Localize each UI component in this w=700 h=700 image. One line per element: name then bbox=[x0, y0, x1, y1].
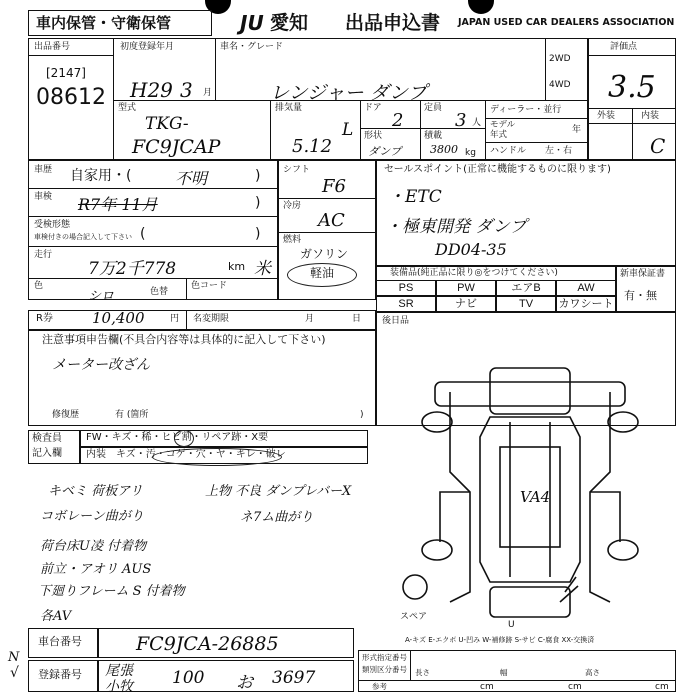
model-year-label: モデル bbox=[490, 120, 516, 130]
car-name-label: 車名・グレード bbox=[220, 42, 284, 52]
inspector-label-1: 検査員 bbox=[32, 433, 62, 444]
model-year-sub: 年式 bbox=[490, 130, 508, 140]
inspector-row2: キズ・汚・コゲ・穴・ヤ・キレ・破レ bbox=[116, 449, 286, 460]
notes-label: 注意事項申告欄(不具合内容等は具体的に記入して下さい) bbox=[42, 333, 326, 346]
equipment-item: AW bbox=[556, 280, 616, 296]
equipment-item: PS bbox=[376, 280, 436, 296]
org-name: 愛知 bbox=[270, 12, 309, 34]
interior-grade: C bbox=[650, 134, 666, 158]
equipment-label: 装備品(純正品に限り◎をつけてください) bbox=[390, 268, 558, 278]
inspection-value: R7年 11月 bbox=[78, 195, 158, 214]
height-label: 高さ bbox=[585, 668, 600, 677]
wheel-fl bbox=[422, 412, 452, 432]
reception-close: ) bbox=[255, 226, 261, 242]
punch-mark-right bbox=[468, 0, 494, 14]
mileage-unit: km bbox=[228, 260, 246, 273]
stain-mark-circle bbox=[174, 430, 194, 447]
lot-number: 08612 bbox=[36, 85, 106, 110]
equipment-grid bbox=[376, 279, 616, 312]
recycle-unit: 円 bbox=[170, 314, 180, 324]
model-line2: FC9JCAP bbox=[132, 136, 221, 158]
class-num-label: 類別区分番号 bbox=[362, 665, 407, 674]
capacity-unit: 人 bbox=[472, 118, 482, 128]
sales-point-3: DD04-35 bbox=[435, 240, 507, 259]
car-history-value: 不明 bbox=[175, 169, 208, 188]
truck-cab-top bbox=[435, 382, 625, 406]
truck-rear bbox=[490, 587, 570, 617]
sales-points-label: セールスポイント(正常に機能するものに限ります) bbox=[384, 164, 611, 175]
equipment-item: ナビ bbox=[436, 296, 496, 312]
grade-rule bbox=[588, 55, 676, 56]
truck-cab bbox=[490, 368, 570, 414]
model-year-rule bbox=[485, 142, 588, 143]
storage-notice: 車内保管・守衛保管 bbox=[36, 14, 172, 32]
width-label: 幅 bbox=[500, 668, 508, 677]
car-history-rule bbox=[28, 188, 278, 189]
fuel-label: 燃料 bbox=[283, 235, 302, 245]
shape-label: 形状 bbox=[364, 131, 383, 141]
spec-divider bbox=[410, 650, 411, 680]
mileage-label: 走行 bbox=[34, 250, 53, 260]
chassis-value: FC9JCA-26885 bbox=[136, 633, 279, 655]
plate-region: 尾張 bbox=[105, 663, 133, 679]
cooler-rule bbox=[278, 232, 376, 233]
load-unit: kg bbox=[465, 148, 476, 158]
warranty-options: 有・無 bbox=[624, 289, 657, 302]
cooler: AC bbox=[318, 210, 345, 231]
equipment-item: PW bbox=[436, 280, 496, 296]
inspector-note-1: キベミ 荷板アリ bbox=[48, 484, 143, 499]
first-reg-era: H29 bbox=[130, 78, 173, 102]
doors-label: ドア bbox=[364, 103, 382, 113]
reception-label: 受検形態 bbox=[34, 220, 71, 230]
first-reg-label: 初度登録年月 bbox=[120, 42, 175, 52]
recycle-label: R券 bbox=[36, 313, 53, 324]
repair-history-value: 有 (箇所 bbox=[115, 410, 149, 420]
equipment-item: TV bbox=[496, 296, 556, 312]
spare-label: スペア bbox=[400, 612, 428, 622]
color-swap-label: 色替 bbox=[150, 287, 169, 297]
handle-options: 左・右 bbox=[545, 146, 573, 156]
inspection-rule bbox=[28, 216, 278, 217]
mileage: 7万2千778 bbox=[88, 259, 177, 279]
name-change-day: 日 bbox=[352, 314, 362, 324]
grade-value-rule bbox=[588, 123, 676, 124]
plate-number: 3697 bbox=[272, 668, 316, 688]
plate-kana: お bbox=[236, 673, 253, 693]
shift-rule bbox=[278, 198, 376, 199]
reception-open: ( bbox=[140, 226, 146, 242]
model-divider bbox=[270, 100, 271, 160]
ref-label: 参考 bbox=[372, 682, 387, 691]
length-label: 長さ bbox=[415, 668, 430, 677]
first-reg-divider bbox=[215, 38, 216, 100]
form-title: 出品申込書 bbox=[345, 12, 441, 34]
type-num-label: 形式指定番号 bbox=[362, 653, 407, 662]
doors-rule bbox=[360, 128, 485, 129]
displacement-mark: L bbox=[342, 120, 354, 140]
cm-2: cm bbox=[568, 682, 582, 692]
inspection-label: 車検 bbox=[34, 192, 53, 202]
cm-3: cm bbox=[655, 682, 669, 692]
displacement-label: 排気量 bbox=[275, 103, 303, 113]
diagram-mark-label: U bbox=[508, 620, 515, 630]
reg-row-rule bbox=[113, 100, 588, 101]
lot-label: 出品番号 bbox=[34, 42, 71, 52]
car-history-label: 車歴 bbox=[34, 165, 53, 175]
capacity-label: 定員 bbox=[424, 103, 443, 113]
inspector-label-2: 記入欄 bbox=[32, 448, 62, 459]
plate-class: 100 bbox=[172, 668, 205, 688]
inspector-note-2: 上物 不良 ダンプレバーX bbox=[205, 484, 352, 499]
grade-sub-divider bbox=[632, 108, 633, 160]
wheel-rl bbox=[422, 540, 452, 560]
diagram-legend: A-キズ E-エクボ U-凹み W-補修跡 S-サビ C-腐食 XX-交換済 bbox=[405, 636, 595, 644]
truck-rear-right bbox=[590, 492, 620, 542]
displacement: 5.12 bbox=[292, 136, 333, 157]
history-frame bbox=[28, 160, 278, 300]
rear-label: 後日品 bbox=[382, 316, 410, 326]
drive-2wd: 2WD bbox=[549, 54, 571, 64]
inspector-note-4: ネ7ム曲がり bbox=[240, 510, 314, 525]
color-code-label: 色コード bbox=[191, 281, 228, 291]
repair-history-label: 修復歴 bbox=[52, 410, 80, 420]
wheel-rr bbox=[608, 540, 638, 560]
inspector-note-3: コボレーン曲がり bbox=[40, 509, 144, 524]
plate-region2: 小牧 bbox=[105, 679, 133, 695]
shift-label: シフト bbox=[283, 165, 311, 175]
grade-score: 3.5 bbox=[608, 70, 656, 105]
dealer-divider bbox=[485, 100, 486, 160]
fuel-diesel-circle bbox=[287, 263, 357, 287]
inspector-note-8: 各AV bbox=[40, 609, 72, 624]
diagram-center-label: VA4 bbox=[520, 488, 551, 506]
mileage-note: 米 bbox=[254, 259, 271, 279]
sales-point-1: ・ETC bbox=[388, 187, 442, 207]
inspector-note-6: 前立・アオリ AUS bbox=[40, 562, 152, 577]
cm-1: cm bbox=[480, 682, 494, 692]
plate-label: 登録番号 bbox=[38, 668, 82, 681]
interior-marks-circle bbox=[152, 448, 282, 466]
load: 3800 bbox=[430, 143, 458, 156]
grade-label: 評価点 bbox=[610, 42, 638, 52]
lot-divider bbox=[113, 38, 114, 160]
chassis-label: 車台番号 bbox=[38, 635, 82, 648]
association-name: JAPAN USED CAR DEALERS ASSOCIATION bbox=[458, 17, 675, 28]
capacity: 3 bbox=[455, 110, 467, 131]
name-change-month: 月 bbox=[305, 314, 315, 324]
warranty-label: 新車保証書 bbox=[620, 269, 666, 279]
model-line1: TKG- bbox=[145, 114, 189, 134]
first-reg-month: 3 bbox=[180, 78, 193, 102]
equipment-item: SR bbox=[376, 296, 436, 312]
doors: 2 bbox=[392, 110, 404, 131]
spare-tire bbox=[403, 575, 427, 599]
truck-right-side bbox=[590, 392, 610, 602]
drive-divider bbox=[545, 38, 546, 100]
dealer-label: ディーラー・並行 bbox=[490, 105, 562, 115]
model-label: 型式 bbox=[118, 103, 137, 113]
inspector-note-7: 下廻りフレーム S 付着物 bbox=[38, 584, 185, 599]
recycle-amount: 10,400 bbox=[92, 309, 145, 327]
truck-left-side bbox=[450, 392, 470, 602]
inspector-row2-label: 内装 bbox=[86, 449, 106, 460]
mileage-rule bbox=[28, 278, 278, 279]
inspector-note-5: 荷台床U凌 付着物 bbox=[40, 539, 147, 554]
exterior-label: 外装 bbox=[597, 111, 616, 121]
lot-label-rule bbox=[28, 55, 113, 56]
recycle-divider bbox=[186, 310, 187, 330]
drive-4wd: 4WD bbox=[549, 80, 571, 90]
interior-label: 内装 bbox=[641, 111, 660, 121]
first-reg-month-unit: 月 bbox=[203, 88, 213, 98]
color-divider bbox=[186, 278, 187, 300]
load-label: 積載 bbox=[424, 131, 443, 141]
shape-divider bbox=[420, 128, 421, 160]
name-change-label: 名変期限 bbox=[193, 314, 230, 324]
margin-check: √ bbox=[10, 665, 19, 681]
cooler-label: 冷房 bbox=[283, 201, 302, 211]
sales-point-2: ・極東開発 ダンプ bbox=[385, 217, 527, 237]
shape: ダンプ bbox=[368, 145, 402, 158]
color: シロ bbox=[88, 289, 115, 304]
margin-n: N bbox=[8, 650, 20, 665]
inspection-end: ) bbox=[255, 195, 261, 211]
meter-note: メーター改ざん bbox=[52, 357, 150, 373]
handle-label: ハンドル bbox=[490, 146, 527, 156]
car-name: レンジャー ダンプ bbox=[270, 82, 427, 104]
displacement-divider bbox=[360, 100, 361, 160]
repair-history-end: ) bbox=[360, 410, 364, 420]
shift: F6 bbox=[322, 176, 346, 197]
ju-logo: JU bbox=[240, 11, 264, 35]
truck-rear-left bbox=[440, 492, 470, 542]
doors-divider bbox=[420, 100, 421, 128]
fuel-gasoline: ガソリン bbox=[300, 247, 349, 261]
model-year-unit: 年 bbox=[572, 125, 582, 135]
equipment-item: カワシート bbox=[556, 296, 616, 312]
spec-rule bbox=[358, 680, 676, 681]
color-label: 色 bbox=[34, 281, 44, 291]
equipment-item: エアB bbox=[496, 280, 556, 296]
wheel-fr bbox=[608, 412, 638, 432]
dealer-rule bbox=[485, 118, 588, 119]
inspector-row1: FW・キズ・稀・ヒビ割・リペア跡・X要 bbox=[86, 432, 269, 443]
lot-sub-number: [2147] bbox=[46, 66, 86, 80]
reception-rule bbox=[28, 246, 278, 247]
plate-value-box bbox=[98, 660, 354, 692]
fuel-diesel: 軽油 bbox=[310, 266, 335, 280]
car-history-end: ) bbox=[255, 168, 261, 184]
reception-sub: 車検付きの場合記入して下さい bbox=[34, 233, 132, 241]
car-history: 自家用・( bbox=[70, 168, 132, 184]
